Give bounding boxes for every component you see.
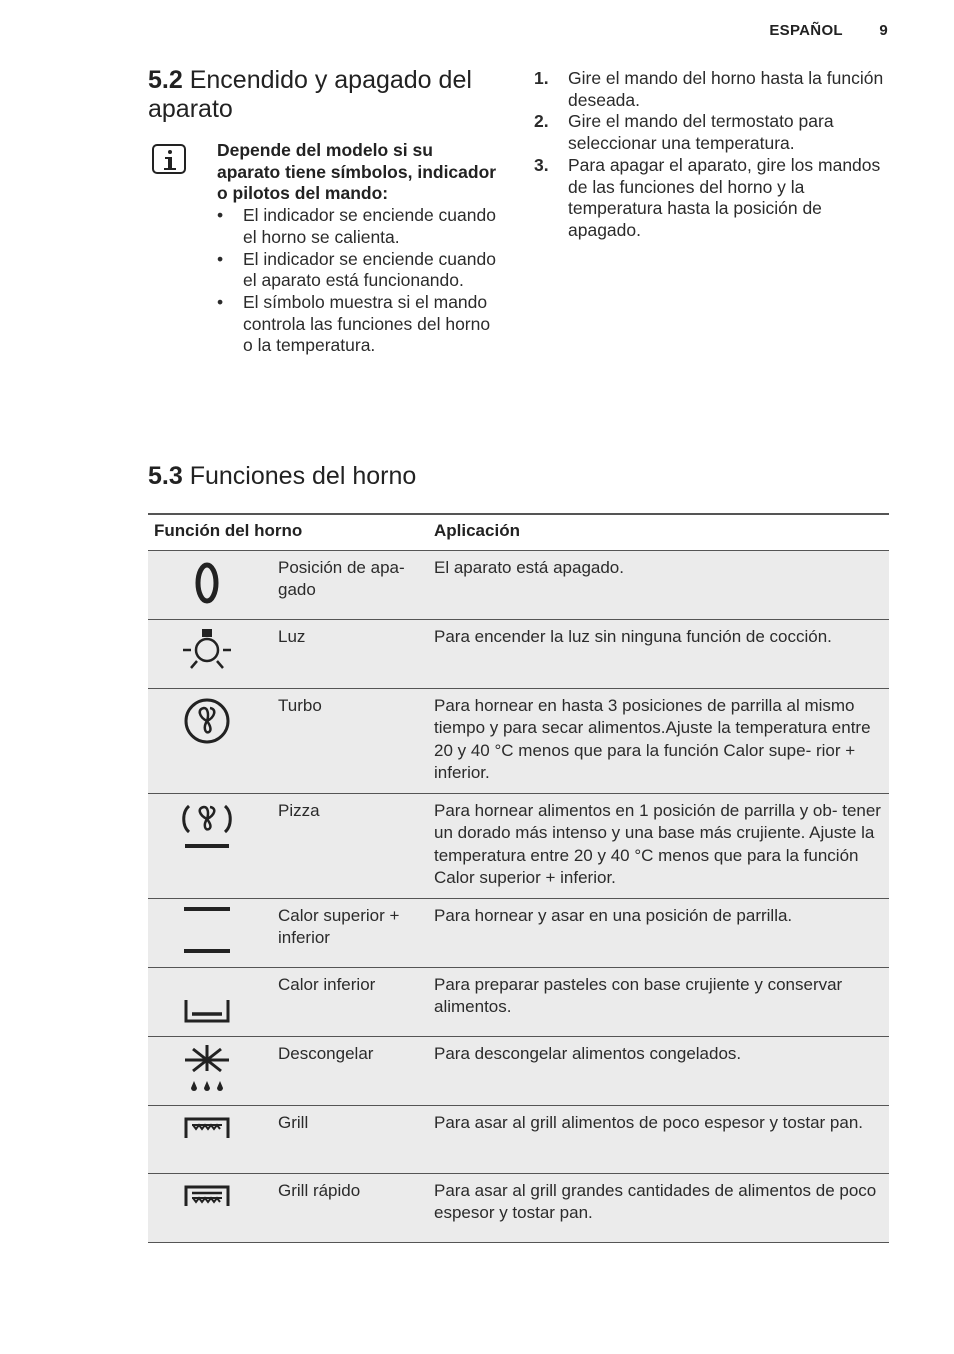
pizza-fan-icon: [175, 794, 239, 858]
table-row: [148, 550, 889, 619]
function-name: Grill: [266, 1105, 428, 1173]
column-header-function: Función del horno: [148, 514, 428, 550]
page-header: [769, 22, 888, 39]
top-bottom-heat-icon: [177, 899, 237, 963]
section-title: Encendido y apagado del aparato: [148, 66, 472, 123]
note-title: Depende del modelo si su aparato tiene símbolos, indicador o pilotos del mando:: [217, 140, 497, 204]
header-language: ESPAÑOL: [769, 22, 843, 39]
function-name: Pizza: [266, 793, 428, 898]
note-bullet: • El indicador se enciende cuando el horno se calienta.: [217, 205, 498, 248]
step-number: 2.: [534, 111, 549, 132]
note-bullet-list: [217, 205, 498, 357]
step-text: Gire el mando del horno hasta la función deseada.: [568, 68, 884, 110]
function-name: Calor inferior: [266, 967, 428, 1036]
function-name: Calor superior + inferior: [266, 898, 428, 967]
function-name: Posición de apa- gado: [266, 550, 428, 619]
bottom-heat-icon: [177, 968, 237, 1032]
step-number: 3.: [534, 154, 549, 175]
step-item: [534, 68, 894, 111]
section-number: 5.3: [148, 462, 183, 490]
table-row: [148, 793, 889, 898]
step-item: [534, 155, 894, 242]
fan-icon: [177, 689, 237, 753]
table-row: [148, 688, 889, 793]
grill-icon: [177, 1106, 237, 1170]
fast-grill-icon: [177, 1174, 237, 1238]
section-5-3-heading: [148, 462, 416, 491]
note-bullet: • El símbolo muestra si el mando controla las funciones del horno o la temperatura.: [217, 292, 498, 357]
table-row: [148, 1036, 889, 1105]
function-application: Para hornear alimentos en 1 posición de parrilla y ob- tener un dorado más intenso y una base más crujiente. Ajuste la temperatura entre 20 y 40 °C menos que para la función Calor superior + inferior.: [428, 793, 889, 898]
table-row: [148, 1105, 889, 1173]
table-row: [148, 967, 889, 1036]
oven-functions-table: [148, 513, 889, 1243]
function-name: Grill rápido: [266, 1173, 428, 1242]
section-5-2: [148, 66, 498, 357]
zero-icon: [187, 551, 227, 611]
function-name: Descongelar: [266, 1036, 428, 1105]
function-name: Turbo: [266, 688, 428, 793]
section-title: Funciones del horno: [189, 462, 417, 490]
table-row: [148, 619, 889, 688]
function-application: Para hornear y asar en una posición de parrilla.: [428, 898, 889, 967]
page-number: 9: [879, 22, 888, 39]
steps-list: [534, 68, 894, 242]
function-application: Para preparar pasteles con base crujiente y conservar alimentos.: [428, 967, 889, 1036]
section-5-2-heading: [148, 66, 498, 124]
function-application: Para asar al grill grandes cantidades de alimentos de poco espesor y tostar pan.: [428, 1173, 889, 1242]
step-item: [534, 111, 894, 154]
light-bulb-icon: [177, 620, 237, 680]
section-number: 5.2: [148, 66, 183, 94]
function-application: Para asar al grill alimentos de poco espesor y tostar pan.: [428, 1105, 889, 1173]
column-header-application: Aplicación: [428, 514, 889, 550]
section-5-2-steps: [534, 68, 894, 242]
function-application: Para hornear en hasta 3 posiciones de parrilla al mismo tiempo y para secar alimentos.Ajuste la temperatura entre 20 y 40 °C menos que para la función Calor supe- rior + inferior.: [428, 688, 889, 793]
info-note: [148, 140, 498, 357]
defrost-icon: [177, 1037, 237, 1101]
step-text: Gire el mando del termostato para seleccionar una temperatura.: [568, 111, 834, 154]
table-row: [148, 898, 889, 967]
table-row: [148, 1173, 889, 1242]
step-text: Para apagar el aparato, gire los mandos de las funciones del horno y la temperatura hasta la posición de apagado.: [568, 154, 881, 240]
function-name: Luz: [266, 619, 428, 688]
function-application: Para encender la luz sin ninguna función de cocción.: [428, 619, 889, 688]
function-application: El aparato está apagado.: [428, 550, 889, 619]
note-bullet: • El indicador se enciende cuando el aparato está funcionando.: [217, 249, 498, 292]
info-icon: [152, 144, 186, 174]
step-number: 1.: [534, 68, 549, 88]
function-application: Para descongelar alimentos congelados.: [428, 1036, 889, 1105]
